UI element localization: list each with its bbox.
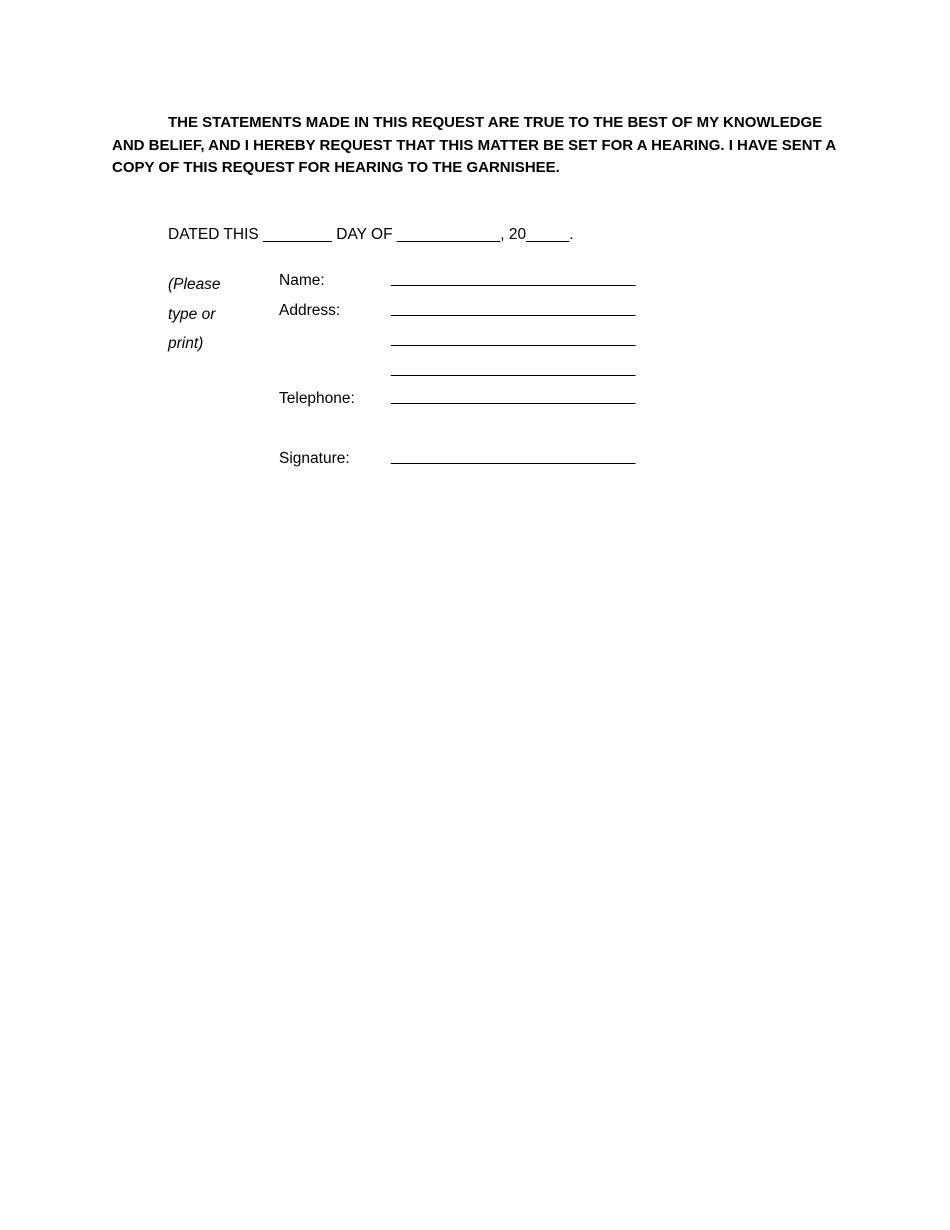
statement-text: THE STATEMENTS MADE IN THIS REQUEST ARE TRUE TO THE BEST OF MY KNOWLEDGE AND BELIEF, AND I HEREBY REQUEST THAT THIS MATTER BE SET FOR A HEARING. I HAVE SENT A COPY OF THIS REQUEST FOR HEARING TO THE GARNISHEE. [112, 114, 836, 176]
dated-line[interactable]: DATED THIS ________ DAY OF ____________, 20_____. [168, 226, 574, 243]
address-field-line-1[interactable]: _____________________________ [391, 300, 636, 317]
address-field-line-2[interactable]: _____________________________ [391, 330, 636, 347]
name-field[interactable]: _____________________________ [391, 270, 636, 287]
telephone-label: Telephone: [279, 390, 355, 407]
address-label: Address: [279, 302, 341, 319]
address-field-line-3[interactable]: _____________________________ [391, 360, 636, 377]
statement-paragraph [112, 112, 847, 180]
print-instruction-note: (Please type or print) [168, 276, 221, 352]
name-label: Name: [279, 272, 325, 289]
telephone-field[interactable]: _____________________________ [391, 388, 636, 405]
signature-label: Signature: [279, 450, 350, 467]
signature-field[interactable]: _____________________________ [391, 448, 636, 465]
